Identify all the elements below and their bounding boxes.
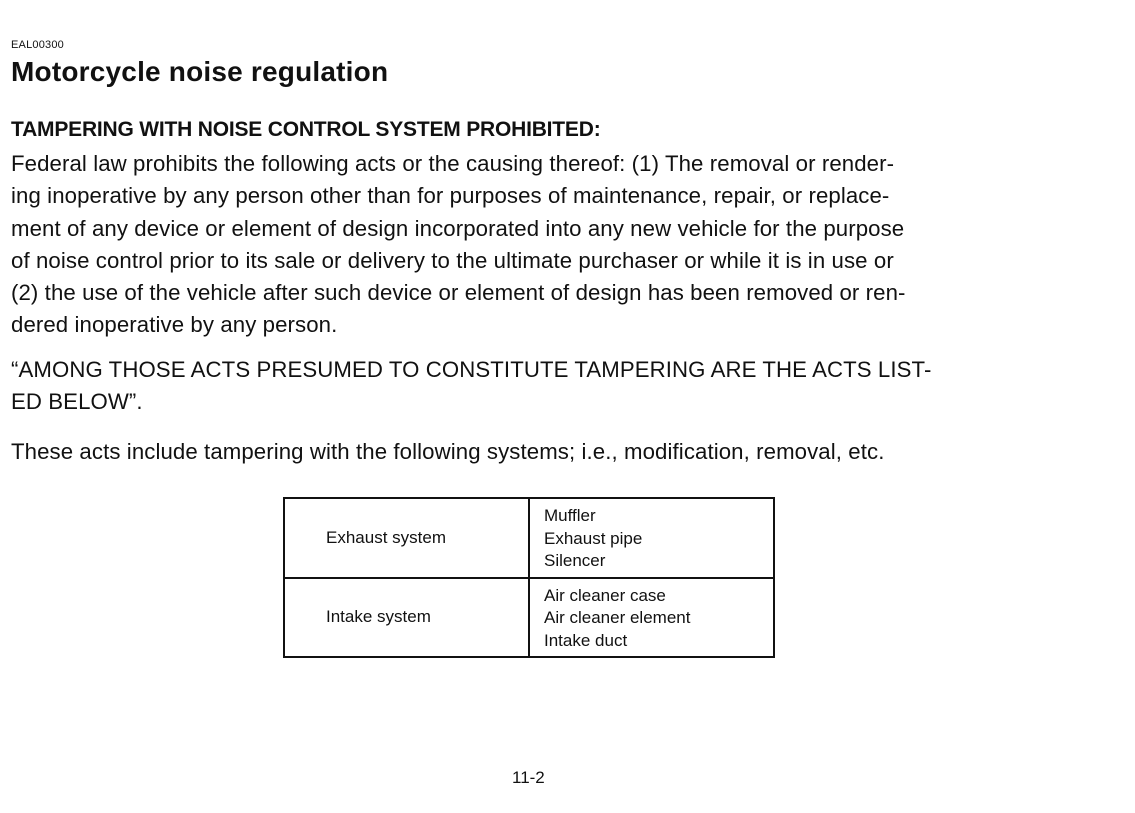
system-cell: Exhaust system (284, 498, 529, 578)
item-text: Exhaust pipe (544, 528, 643, 548)
item-text: Silencer (544, 551, 606, 570)
page-number: 11-2 (512, 768, 545, 787)
paragraph-line: “AMONG THOSE ACTS PRESUMED TO CONSTITUTE TAMPERING ARE THE ACTS LIST- (11, 357, 932, 382)
paragraph-line: ED BELOW”. (11, 389, 143, 415)
page-title: Motorcycle noise regulation (11, 56, 389, 87)
section-heading: TAMPERING WITH NOISE CONTROL SYSTEM PROHIBITED: (11, 118, 601, 141)
system-cell: Intake system (284, 578, 529, 658)
paragraph-line: Federal law prohibits the following acts or the causing thereof: (1) The removal or render- (11, 151, 895, 176)
paragraph-line: ment of any device or element of design incorporated into any new vehicle for the purpose (11, 215, 905, 241)
item-text: Air cleaner case (544, 585, 666, 605)
item-text: Muffler (544, 506, 596, 525)
paragraph-acts-presumed (11, 354, 1051, 419)
systems-table (283, 497, 775, 658)
table-row (284, 578, 774, 658)
table-row (284, 498, 774, 578)
paragraph-federal-law (11, 148, 1051, 342)
item-text: Air cleaner element (544, 608, 691, 627)
paragraph-line: of noise control prior to its sale or delivery to the ultimate purchaser or while it is in use or (11, 247, 894, 273)
paragraph-line: (2) the use of the vehicle after such device or element of design has been removed or ren- (11, 280, 906, 306)
paragraph-line: ing inoperative by any person other than for purposes of maintenance, repair, or replace- (11, 183, 890, 209)
document-code: EAL00300 (11, 39, 64, 51)
items-cell (529, 578, 774, 658)
paragraph-line: These acts include tampering with the following systems; i.e., modification, removal, etc. (11, 439, 885, 464)
items-cell (529, 498, 774, 578)
item-text: Intake duct (544, 630, 628, 650)
paragraph-acts-include (11, 436, 1051, 468)
paragraph-line: dered inoperative by any person. (11, 312, 338, 338)
